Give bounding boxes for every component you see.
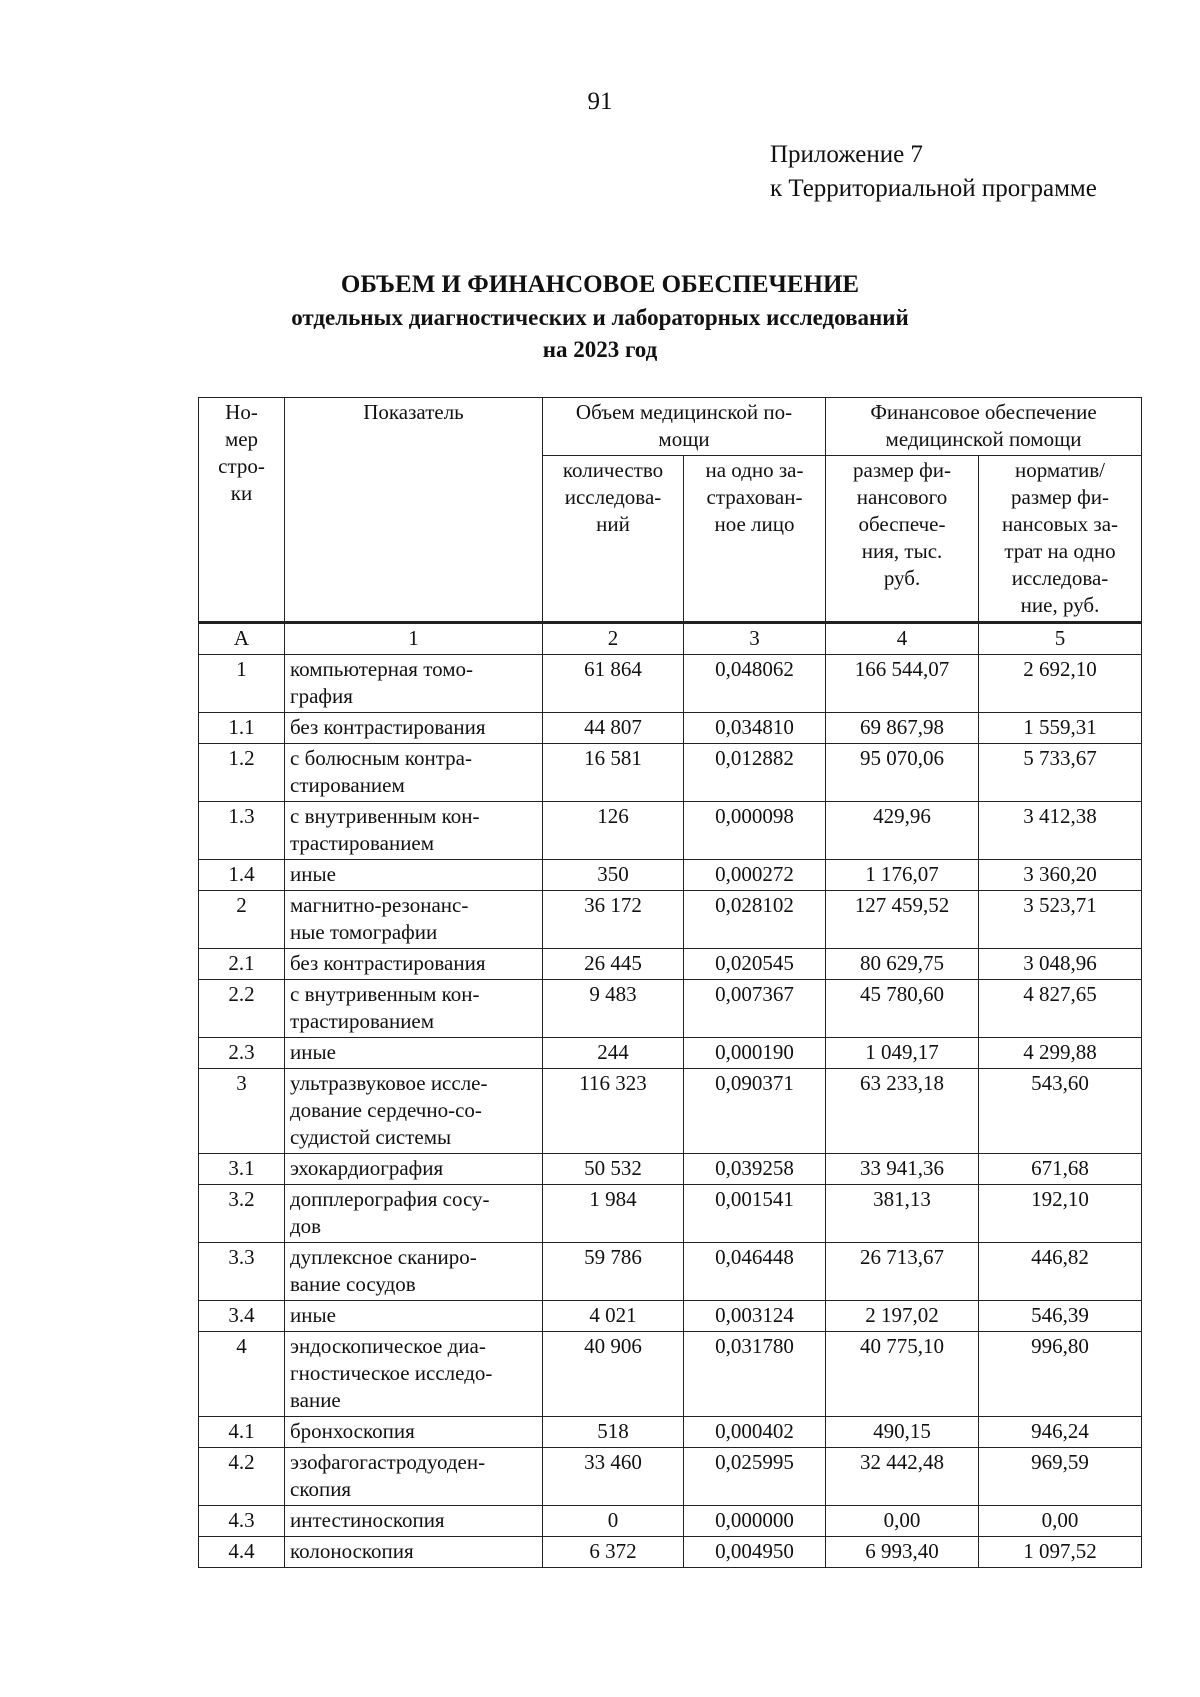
per-insured-cell: 0,004950 xyxy=(684,1537,826,1568)
row-number-cell: 2.1 xyxy=(199,949,285,980)
per-insured-cell: 0,046448 xyxy=(684,1243,826,1301)
per-insured-cell: 0,034810 xyxy=(684,713,826,744)
finance-cell: 127 459,52 xyxy=(826,891,979,949)
table-row xyxy=(199,1069,1142,1154)
count-cell: 126 xyxy=(543,802,684,860)
count-cell: 1 984 xyxy=(543,1185,684,1243)
finance-cell: 381,13 xyxy=(826,1185,979,1243)
finance-cell: 490,15 xyxy=(826,1417,979,1448)
table-row xyxy=(199,713,1142,744)
per-insured-cell: 0,028102 xyxy=(684,891,826,949)
table-row xyxy=(199,1537,1142,1568)
row-number-cell: 4.2 xyxy=(199,1448,285,1506)
appendix-line-1: Приложение 7 xyxy=(770,141,923,168)
index-row xyxy=(199,623,1142,655)
norm-cell: 946,24 xyxy=(979,1417,1142,1448)
row-number-cell: 2 xyxy=(199,891,285,949)
table-row xyxy=(199,1154,1142,1185)
finance-cell: 166 544,07 xyxy=(826,655,979,713)
index-cell: 2 xyxy=(543,623,684,655)
table-row xyxy=(199,1506,1142,1537)
norm-cell: 969,59 xyxy=(979,1448,1142,1506)
indicator-cell: с внутривенным кон- трастированием xyxy=(285,980,543,1038)
count-cell: 350 xyxy=(543,860,684,891)
indicator-cell: эндоскопическое диа- гностическое исследо- вание xyxy=(285,1332,543,1417)
row-number-cell: 3.2 xyxy=(199,1185,285,1243)
count-cell: 244 xyxy=(543,1038,684,1069)
table-row xyxy=(199,744,1142,802)
count-cell: 9 483 xyxy=(543,980,684,1038)
row-number-cell: 3.1 xyxy=(199,1154,285,1185)
finance-cell: 429,96 xyxy=(826,802,979,860)
norm-cell: 3 048,96 xyxy=(979,949,1142,980)
finance-cell: 1 176,07 xyxy=(826,860,979,891)
page-number: 91 xyxy=(587,88,613,115)
indicator-cell: магнитно-резонанс- ные томографии xyxy=(285,891,543,949)
per-insured-cell: 0,090371 xyxy=(684,1069,826,1154)
index-cell: А xyxy=(199,623,285,655)
table-row xyxy=(199,1243,1142,1301)
table-row xyxy=(199,1417,1142,1448)
table-row xyxy=(199,860,1142,891)
table-row xyxy=(199,1038,1142,1069)
row-number-cell: 1.4 xyxy=(199,860,285,891)
count-cell: 61 864 xyxy=(543,655,684,713)
norm-cell: 996,80 xyxy=(979,1332,1142,1417)
count-cell: 4 021 xyxy=(543,1301,684,1332)
finance-cell: 95 070,06 xyxy=(826,744,979,802)
data-table xyxy=(198,397,1142,1568)
per-insured-cell: 0,007367 xyxy=(684,980,826,1038)
count-cell: 40 906 xyxy=(543,1332,684,1417)
finance-cell: 1 049,17 xyxy=(826,1038,979,1069)
norm-cell: 546,39 xyxy=(979,1301,1142,1332)
indicator-cell: иные xyxy=(285,1038,543,1069)
header-indicator: Показатель xyxy=(285,398,543,623)
indicator-cell: иные xyxy=(285,860,543,891)
per-insured-cell: 0,000272 xyxy=(684,860,826,891)
count-cell: 33 460 xyxy=(543,1448,684,1506)
finance-cell: 45 780,60 xyxy=(826,980,979,1038)
indicator-cell: без контрастирования xyxy=(285,949,543,980)
count-cell: 0 xyxy=(543,1506,684,1537)
finance-cell: 33 941,36 xyxy=(826,1154,979,1185)
index-cell: 4 xyxy=(826,623,979,655)
indicator-cell: эзофагогастродуоден- скопия xyxy=(285,1448,543,1506)
count-cell: 26 445 xyxy=(543,949,684,980)
norm-cell: 4 299,88 xyxy=(979,1038,1142,1069)
count-cell: 50 532 xyxy=(543,1154,684,1185)
indicator-cell: дуплексное сканиро- вание сосудов xyxy=(285,1243,543,1301)
table-row xyxy=(199,655,1142,713)
per-insured-cell: 0,025995 xyxy=(684,1448,826,1506)
per-insured-cell: 0,012882 xyxy=(684,744,826,802)
finance-cell: 40 775,10 xyxy=(826,1332,979,1417)
per-insured-cell: 0,000098 xyxy=(684,802,826,860)
per-insured-cell: 0,020545 xyxy=(684,949,826,980)
count-cell: 6 372 xyxy=(543,1537,684,1568)
row-number-cell: 3 xyxy=(199,1069,285,1154)
row-number-cell: 1.3 xyxy=(199,802,285,860)
indicator-cell: без контрастирования xyxy=(285,713,543,744)
indicator-cell: с внутривенным кон- трастированием xyxy=(285,802,543,860)
indicator-cell: бронхоскопия xyxy=(285,1417,543,1448)
header-finance-size: размер фи- нансового обеспече- ния, тыс. руб. xyxy=(826,456,979,623)
per-insured-cell: 0,003124 xyxy=(684,1301,826,1332)
table-row xyxy=(199,1301,1142,1332)
norm-cell: 3 360,20 xyxy=(979,860,1142,891)
norm-cell: 4 827,65 xyxy=(979,980,1142,1038)
header-per-insured: на одно за- страхован- ное лицо xyxy=(684,456,826,623)
header-row-1 xyxy=(199,398,1142,456)
finance-cell: 80 629,75 xyxy=(826,949,979,980)
row-number-cell: 2.3 xyxy=(199,1038,285,1069)
row-number-cell: 3.3 xyxy=(199,1243,285,1301)
norm-cell: 3 412,38 xyxy=(979,802,1142,860)
indicator-cell: иные xyxy=(285,1301,543,1332)
per-insured-cell: 0,000000 xyxy=(684,1506,826,1537)
table-row xyxy=(199,1448,1142,1506)
indicator-cell: ультразвуковое иссле- дование сердечно-со- судистой системы xyxy=(285,1069,543,1154)
finance-cell: 26 713,67 xyxy=(826,1243,979,1301)
indicator-cell: с болюсным контра- стированием xyxy=(285,744,543,802)
title-line-2: отдельных диагностических и лабораторных исследований xyxy=(291,305,909,330)
index-cell: 1 xyxy=(285,623,543,655)
count-cell: 518 xyxy=(543,1417,684,1448)
finance-cell: 63 233,18 xyxy=(826,1069,979,1154)
row-number-cell: 4 xyxy=(199,1332,285,1417)
title-line-3: на 2023 год xyxy=(542,337,658,362)
indicator-cell: интестиноскопия xyxy=(285,1506,543,1537)
norm-cell: 2 692,10 xyxy=(979,655,1142,713)
indicator-cell: колоноскопия xyxy=(285,1537,543,1568)
header-volume-group: Объем медицинской по- мощи xyxy=(543,398,826,456)
per-insured-cell: 0,031780 xyxy=(684,1332,826,1417)
table-row xyxy=(199,802,1142,860)
row-number-cell: 1 xyxy=(199,655,285,713)
table-row xyxy=(199,891,1142,949)
indicator-cell: допплерография сосу- дов xyxy=(285,1185,543,1243)
finance-cell: 2 197,02 xyxy=(826,1301,979,1332)
finance-cell: 69 867,98 xyxy=(826,713,979,744)
norm-cell: 1 097,52 xyxy=(979,1537,1142,1568)
norm-cell: 543,60 xyxy=(979,1069,1142,1154)
index-cell: 3 xyxy=(684,623,826,655)
count-cell: 116 323 xyxy=(543,1069,684,1154)
row-number-cell: 4.4 xyxy=(199,1537,285,1568)
norm-cell: 446,82 xyxy=(979,1243,1142,1301)
indicator-cell: эхокардиография xyxy=(285,1154,543,1185)
title-line-1: ОБЪЕМ И ФИНАНСОВОЕ ОБЕСПЕЧЕНИЕ xyxy=(340,271,860,298)
finance-cell: 6 993,40 xyxy=(826,1537,979,1568)
header-norm: норматив/ размер фи- нансовых за- трат на одно исследова- ние, руб. xyxy=(979,456,1142,623)
finance-cell: 0,00 xyxy=(826,1506,979,1537)
row-number-cell: 3.4 xyxy=(199,1301,285,1332)
appendix-note xyxy=(770,138,1097,206)
table-row xyxy=(199,1185,1142,1243)
document-title xyxy=(0,268,1200,366)
table-row xyxy=(199,980,1142,1038)
count-cell: 16 581 xyxy=(543,744,684,802)
row-number-cell: 1.2 xyxy=(199,744,285,802)
per-insured-cell: 0,001541 xyxy=(684,1185,826,1243)
header-row-number: Но- мер стро- ки xyxy=(199,398,285,623)
indicator-cell: компьютерная томо- графия xyxy=(285,655,543,713)
norm-cell: 0,00 xyxy=(979,1506,1142,1537)
per-insured-cell: 0,000402 xyxy=(684,1417,826,1448)
header-count: количество исследова- ний xyxy=(543,456,684,623)
table-row xyxy=(199,1332,1142,1417)
table-row xyxy=(199,949,1142,980)
count-cell: 59 786 xyxy=(543,1243,684,1301)
norm-cell: 5 733,67 xyxy=(979,744,1142,802)
per-insured-cell: 0,039258 xyxy=(684,1154,826,1185)
norm-cell: 671,68 xyxy=(979,1154,1142,1185)
count-cell: 44 807 xyxy=(543,713,684,744)
index-cell: 5 xyxy=(979,623,1142,655)
finance-cell: 32 442,48 xyxy=(826,1448,979,1506)
norm-cell: 192,10 xyxy=(979,1185,1142,1243)
per-insured-cell: 0,048062 xyxy=(684,655,826,713)
header-finance-group: Финансовое обеспечение медицинской помощи xyxy=(826,398,1142,456)
norm-cell: 1 559,31 xyxy=(979,713,1142,744)
row-number-cell: 4.1 xyxy=(199,1417,285,1448)
row-number-cell: 4.3 xyxy=(199,1506,285,1537)
per-insured-cell: 0,000190 xyxy=(684,1038,826,1069)
norm-cell: 3 523,71 xyxy=(979,891,1142,949)
row-number-cell: 1.1 xyxy=(199,713,285,744)
count-cell: 36 172 xyxy=(543,891,684,949)
appendix-line-2: к Территориальной программе xyxy=(770,175,1097,202)
row-number-cell: 2.2 xyxy=(199,980,285,1038)
